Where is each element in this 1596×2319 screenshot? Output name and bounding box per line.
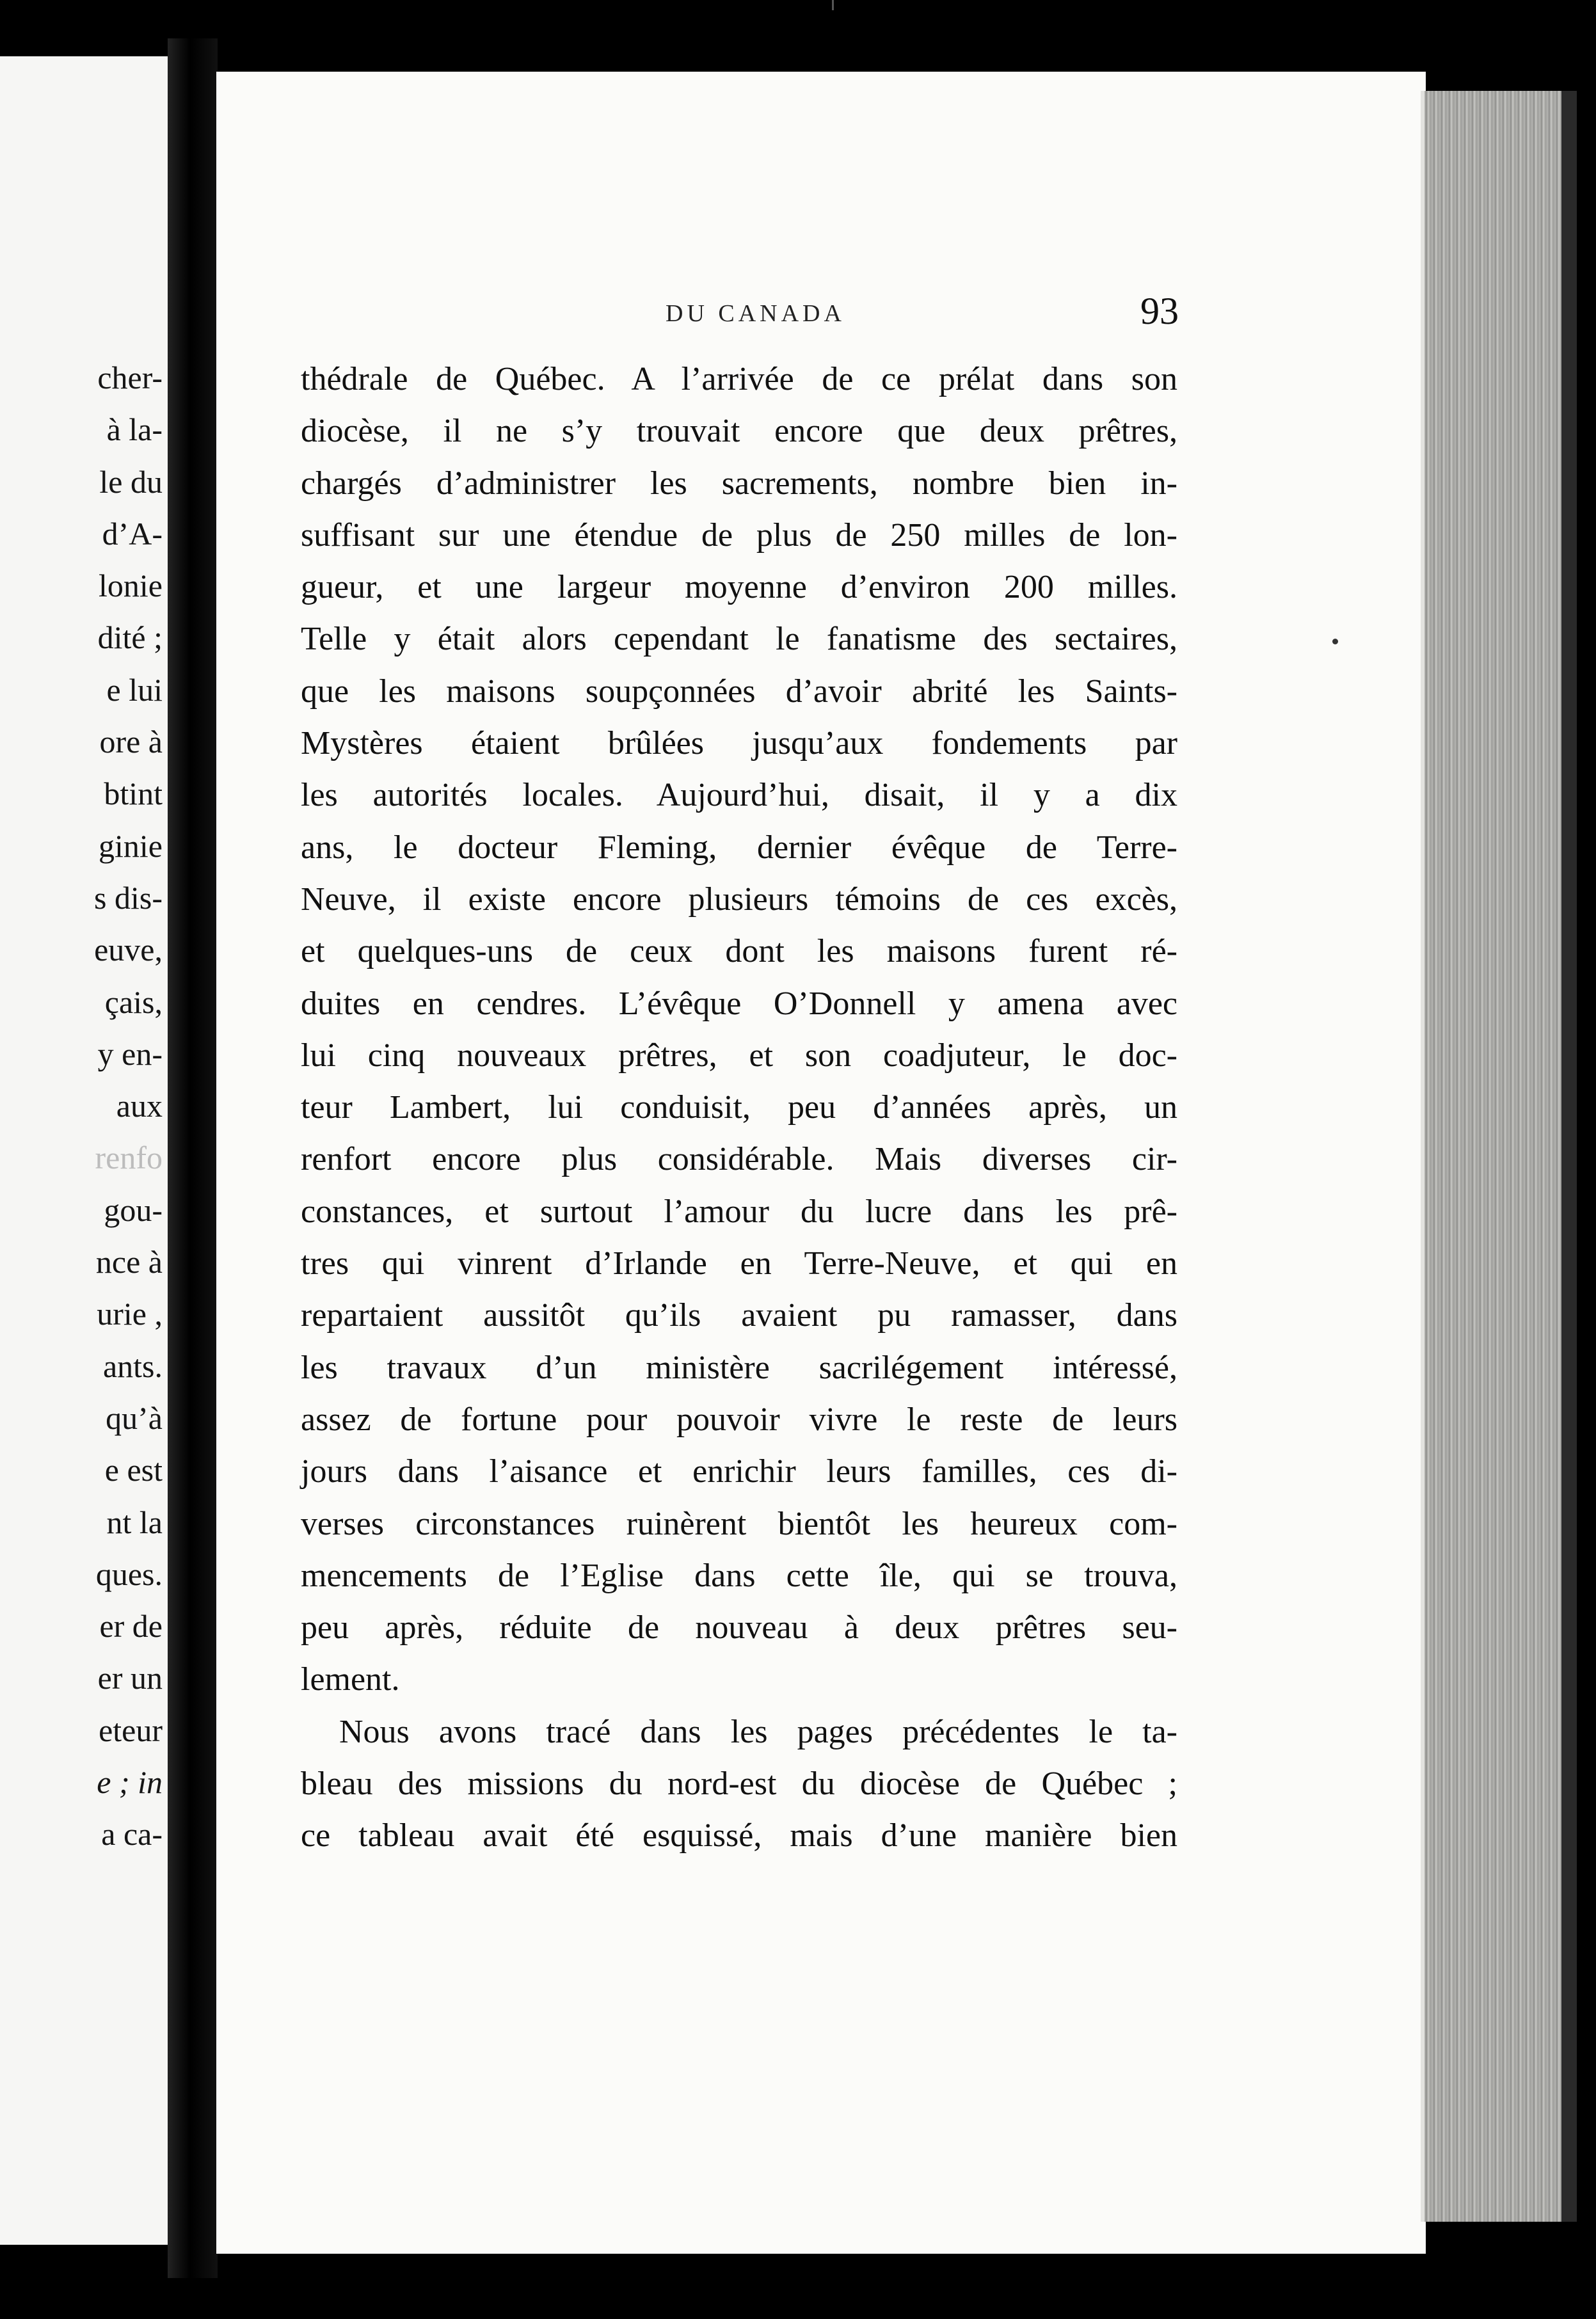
left-page-line: nt la: [106, 1504, 163, 1540]
left-page-line: er un: [97, 1660, 163, 1696]
left-page-line: a ca-: [101, 1816, 163, 1853]
left-page-line: ginie: [99, 827, 163, 864]
text-line: ce tableau avait été esquissé, mais d’une manière bien: [301, 1817, 1177, 1854]
left-page-line: cher-: [97, 360, 163, 395]
page-edges-shadow: [1561, 91, 1577, 2222]
text-line: teur Lambert, lui conduisit, peu d’années après, un: [301, 1089, 1177, 1126]
left-page-line: gou-: [104, 1191, 163, 1228]
text-line: bleau des missions du nord-est du diocèse de Québec ;: [301, 1765, 1177, 1803]
text-line: Neuve, il existe encore plusieurs témoins de ces excès,: [301, 881, 1177, 918]
left-page-text-fragments: [94, 352, 163, 1861]
body-text: [301, 353, 1177, 1862]
running-head: DU CANADA: [666, 300, 845, 327]
left-page-line: d’A-: [102, 515, 163, 552]
left-page-line: y en-: [97, 1035, 163, 1072]
text-line: gueur, et une largeur moyenne d’environ 200 milles.: [301, 569, 1177, 606]
text-line: repartaient aussitôt qu’ils avaient pu ramasser, dans: [301, 1297, 1177, 1334]
text-line: les autorités locales. Aujourd’hui, disait, il y a dix: [301, 777, 1177, 814]
text-line: diocèse, il ne s’y trouvait encore que deux prêtres,: [301, 413, 1177, 450]
text-line: thédrale de Québec. A l’arrivée de ce prélat dans son: [301, 361, 1177, 397]
text-line: les travaux d’un ministère sacrilégement intéressé,: [301, 1349, 1177, 1386]
left-page-line: e est: [104, 1452, 163, 1488]
left-page-line: e lui: [106, 671, 163, 708]
page-number: 93: [1140, 290, 1179, 332]
left-page-line: dité ;: [97, 619, 163, 656]
left-page-line: qu’à: [106, 1399, 163, 1436]
left-page-line: er de: [99, 1608, 163, 1645]
left-page-line: urie ,: [97, 1296, 163, 1332]
page-edges: [1421, 91, 1577, 2222]
left-page-line: ants.: [102, 1348, 163, 1384]
text-line: duites en cendres. L’évêque O’Donnell y amena avec: [301, 985, 1177, 1022]
text-line: jours dans l’aisance et enrichir leurs familles, ces di-: [301, 1453, 1177, 1490]
text-line: Nous avons tracé dans les pages précédentes le ta-: [339, 1713, 1177, 1750]
left-page-line: lonie: [99, 568, 163, 604]
text-line: chargés d’administrer les sacrements, nombre bien in-: [301, 465, 1177, 502]
text-line: Mystères étaient brûlées jusqu’aux fondements par: [301, 725, 1177, 762]
text-line: mencements de l’Eglise dans cette île, qui se trouva,: [301, 1557, 1177, 1594]
text-line: lui cinq nouveaux prêtres, et son coadjuteur, le doc-: [301, 1037, 1177, 1074]
text-line: assez de fortune pour pouvoir vivre le reste de leurs: [301, 1401, 1177, 1438]
left-page-line: renfo: [95, 1140, 163, 1176]
left-page-line: nce à: [95, 1244, 163, 1280]
left-page-line: euve,: [94, 932, 163, 968]
text-line: tres qui vinrent d’Irlande en Terre-Neuve, et qui en: [301, 1245, 1177, 1282]
text-line: Telle y était alors cependant le fanatisme des sectaires,: [301, 621, 1177, 658]
text-line: que les maisons soupçonnées d’avoir abrité les Saints-: [301, 673, 1177, 710]
left-page: [0, 56, 168, 2245]
left-page-line: ques.: [95, 1556, 163, 1592]
text-line: suffisant sur une étendue de plus de 250 milles de lon-: [301, 516, 1177, 554]
text-line: peu après, réduite de nouveau à deux prêtres seu-: [301, 1609, 1177, 1646]
left-page-line: eteur: [99, 1712, 163, 1748]
text-line: renfort encore plus considérable. Mais diverses cir-: [301, 1141, 1177, 1178]
text-line: constances, et surtout l’amour du lucre dans les prê-: [301, 1193, 1177, 1230]
book-gutter: [168, 38, 218, 2278]
text-line: verses circonstances ruinèrent bientôt les heureux com-: [301, 1505, 1177, 1542]
left-page-line: e ; in: [97, 1764, 163, 1801]
left-page-line: aux: [116, 1088, 163, 1124]
left-page-line: btint: [104, 776, 163, 812]
left-page-line: s dis-: [94, 879, 163, 916]
text-line: ans, le docteur Fleming, dernier évêque de Terre-: [301, 829, 1177, 866]
left-page-line: çais,: [104, 984, 163, 1020]
text-line: lement.: [301, 1661, 400, 1698]
text-line: et quelques-uns de ceux dont les maisons furent ré-: [301, 933, 1177, 970]
ink-speck: [1332, 639, 1338, 644]
left-page-line: à la-: [106, 411, 163, 448]
top-margin-mark: [832, 0, 834, 10]
left-page-line: ore à: [99, 724, 163, 760]
left-page-line: le du: [99, 463, 163, 500]
